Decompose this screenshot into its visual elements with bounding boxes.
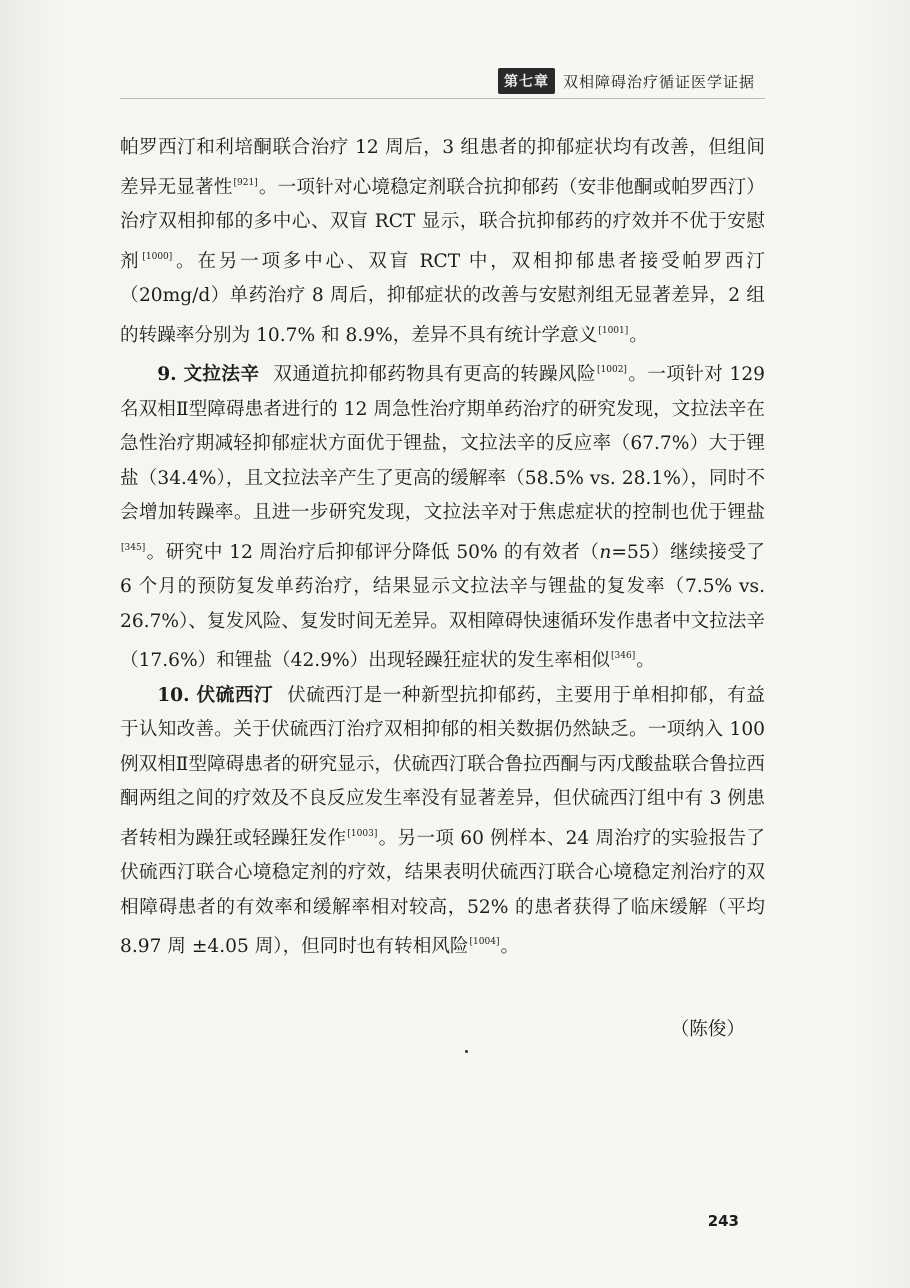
- text-run: 。在另一项多中心、双盲 RCT 中，双相抑郁患者接受帕罗西汀（20mg/d）单药治疗 8 周后，抑郁症状的改善与安慰剂组无显著差异，2 组的转躁率分别为 10.7% 和 8.9%，差异不具有统计学意义: [120, 250, 765, 346]
- running-header: [498, 68, 755, 94]
- page-number: 243: [707, 1212, 739, 1230]
- stray-dot: [465, 1050, 468, 1053]
- text-run: 。另一项 60 例样本、24 周治疗的实验报告了伏硫西汀联合心境稳定剂的疗效，结果表明伏硫西汀联合心境稳定剂治疗的双相障碍患者的有效率和缓解率相对较高，52% 的患者获得了临床缓解（平均 8.97 周 ±4.05 周），但同时也有转相风险: [120, 827, 765, 957]
- paragraph: [120, 679, 765, 965]
- text-run: =55）继续接受了 6 个月的预防复发单药治疗，结果显示文拉法辛与锂盐的复发率（7.5% vs. 26.7%）、复发风险、复发时间无差异。双相障碍快速循环发作患者中文拉法辛（17.6%）和锂盐（42.9%）出现轻躁狂症状的发生率相似: [120, 541, 765, 671]
- text-run: 伏硫西汀是一种新型抗抑郁药，主要用于单相抑郁，有益于认知改善。关于伏硫西汀治疗双相抑郁的相关数据仍然缺乏。一项纳入 100 例双相Ⅱ型障碍患者的研究显示，伏硫西汀联合鲁拉西酮与丙戊酸盐联合鲁拉西酮两组之间的疗效及不良反应发生率没有显著差异，但伏硫西汀组中有 3 例患者转相为躁狂或轻躁狂发作: [120, 684, 765, 849]
- header-rule: [120, 98, 765, 99]
- italic-symbol: n: [599, 541, 612, 563]
- section-heading: 10. 伏硫西汀: [157, 684, 274, 706]
- section-heading: 9. 文拉法辛: [157, 364, 260, 385]
- citation-ref: [921]: [233, 177, 258, 188]
- chapter-badge: 第七章: [498, 68, 555, 94]
- citation-ref: [1004]: [469, 937, 500, 947]
- chapter-title: 双相障碍治疗循证医学证据: [562, 72, 755, 91]
- citation-ref: [1002]: [597, 365, 627, 375]
- citation-ref: [1000]: [142, 251, 173, 262]
- text-run: 。研究中 12 周治疗后抑郁评分降低 50% 的有效者（: [146, 541, 600, 563]
- author-signature: （陈俊）: [670, 1019, 745, 1040]
- text-run: 双通道抗抑郁药物具有更高的转躁风险: [273, 364, 596, 385]
- text-run: 。一项针对心境稳定剂联合抗抑郁药（安非他酮或帕罗西汀）治疗双相抑郁的多中心、双盲 RCT 显示，联合抗抑郁药的疗效并不优于安慰剂: [120, 176, 765, 272]
- paragraph: [120, 353, 765, 679]
- paragraph: [120, 131, 765, 353]
- citation-ref: [345]: [121, 542, 146, 553]
- text-run: 。: [629, 324, 648, 346]
- citation-ref: [1001]: [598, 325, 629, 336]
- citation-ref: [346]: [611, 651, 636, 661]
- citation-ref: [1003]: [347, 828, 378, 839]
- text-run: 帕罗西汀和利培酮联合治疗 12 周后，3 组患者的抑郁症状均有改善，但组间差异无显著性: [120, 137, 765, 198]
- text-run: 。: [636, 650, 655, 671]
- text-run: 。一项针对 129 名双相Ⅱ型障碍患者进行的 12 周急性治疗期单药治疗的研究发现，文拉法辛在急性治疗期减轻抑郁症状方面优于锂盐，文拉法辛的反应率（67.7%）大于锂盐（34.4%），且文拉法辛产生了更高的缓解率（58.5% vs. 28.1%），同时不会增加转躁率。且进一步研究发现，文拉法辛对于焦虑症状的控制也优于锂盐: [120, 364, 765, 523]
- text-run: 。: [500, 936, 520, 957]
- body-text: [120, 131, 765, 965]
